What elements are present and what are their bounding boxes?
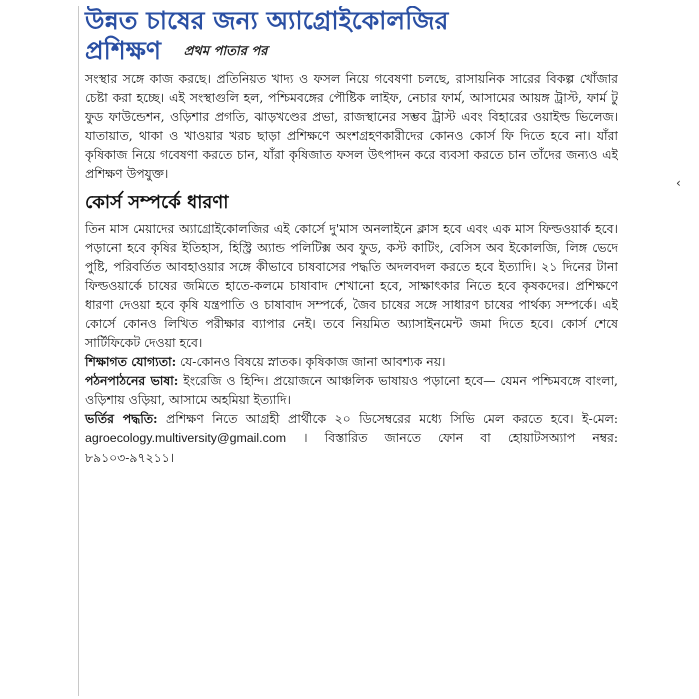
admission-value-tail: । বিস্তারিত জানতে ফোন বা হোয়াটসঅ্যাপ নম্বর: ৮৯১০৩-৯৭২১১। bbox=[85, 430, 618, 465]
continued-from-front-page: প্রথম পাতার পর bbox=[183, 44, 268, 59]
course-paragraph: তিন মাস মেয়াদের অ্যাগ্রোইকোলজির এই কোর্সে দু'মাস অনলাইনে ক্লাস হবে এবং এক মাস ফিল্ডওয়ার্ক হবে। পড়ানো হবে কৃষির ইতিহাস, হিস্ট্রি অ্যান্ড পলিটিক্স অব ফুড, কস্ট কাটিং, বেসিস অব ইকোলজি, লিঙ্গ ভেদে পুষ্টি, পরিবর্তিত আবহাওয়ার সঙ্গে কীভাবে চাষবাসের পদ্ধতি অদলবদল করতে হবে ইত্যাদি। ২১ দিনের টানা ফিল্ডওয়ার্কে চাষের জমিতে হাতে-কলমে চাষাবাদ শেখানো হবে, সাক্ষাৎকার নিতে হবে কৃষকদের। প্রশিক্ষণে ধারণা দেওয়া হবে কৃষি যন্ত্রপাতি ও চাষাবাদ সম্পর্কে, জৈব চাষের সঙ্গে সাধারণ চাষের পার্থক্য সম্পর্কে। এই কোর্সে কোনও লিখিত পরীক্ষার ব্যাপার নেই। তবে নিয়মিত অ্যাসাইনমেন্ট জমা দিতে হবে। কোর্স শেষে সার্টিফিকেট দেওয়া হবে। bbox=[85, 221, 618, 350]
margin-mark: ‹ bbox=[676, 176, 681, 190]
admission-line bbox=[85, 409, 618, 467]
headline-line1: উন্নত চাষের জন্য অ্যাগ্রোইকোলজির bbox=[85, 6, 449, 35]
contact-email[interactable]: agroecology.multiversity@gmail.com bbox=[85, 431, 287, 445]
admission-value: প্রশিক্ষণ নিতে আগ্রহী প্রার্থীকে ২০ ডিসেম্বরের মধ্যে সিভি মেল করতে হবে। ই-মেল: bbox=[157, 411, 618, 426]
article bbox=[78, 6, 618, 696]
course-section-heading: কোর্স সম্পর্কে ধারণা bbox=[85, 192, 229, 213]
intro-paragraph: সংস্থার সঙ্গে কাজ করছে। প্রতিনিয়ত খাদ্য ও ফসল নিয়ে গবেষণা চলছে, রাসায়নিক সারের বিকল্প খোঁজার চেষ্টা করা হচ্ছে। এই সংস্থাগুলি হল, পশ্চিমবঙ্গের পৌষ্টিক লাইফ, নেচার ফার্ম, আসামের আয়ঙ্গ ট্রাস্ট, ফার্ম টু ফুড ফাউন্ডেশন, ওড়িশার প্রগতি, ঝাড়খণ্ডের প্রভা, রাজস্থানের সম্ভব ট্রাস্ট এবং বিহারের ওয়াইল্ড ভিলেজ। যাতায়াত, থাকা ও খাওয়ার খরচ ছাড়া প্রশিক্ষণে অংশগ্রহণকারীদের কোনও কোর্স ফি দিতে হবে না। যাঁরা কৃষিকাজ নিয়ে গবেষণা করতে চান, যাঁরা কৃষিজাত ফসল উৎপাদন করে ব্যবসা করতে চান তাঁদের জন্যও এই প্রশিক্ষণ উপযুক্ত। bbox=[85, 71, 618, 181]
headline bbox=[85, 6, 618, 67]
medium-line bbox=[85, 371, 618, 409]
qualification-label: শিক্ষাগত যোগ্যতা: bbox=[85, 354, 177, 369]
qualification-line bbox=[85, 352, 618, 371]
medium-value: ইংরেজি ও হিন্দি। প্রয়োজনে আঞ্চলিক ভাষায়ও পড়ানো হবে— যেমন পশ্চিমবঙ্গে বাংলা, ওড়িশায় ওড়িয়া, আসামে অহমিয়া ইত্যাদি। bbox=[85, 373, 618, 407]
headline-line2: প্রশিক্ষণ bbox=[85, 36, 161, 65]
qualification-value: যে-কোনও বিষয়ে স্নাতক। কৃষিকাজ জানা আবশ্যক নয়। bbox=[176, 354, 446, 369]
admission-label: ভর্তির পদ্ধতি: bbox=[85, 411, 158, 426]
medium-label: পঠনপাঠনের ভাষা: bbox=[85, 373, 179, 388]
